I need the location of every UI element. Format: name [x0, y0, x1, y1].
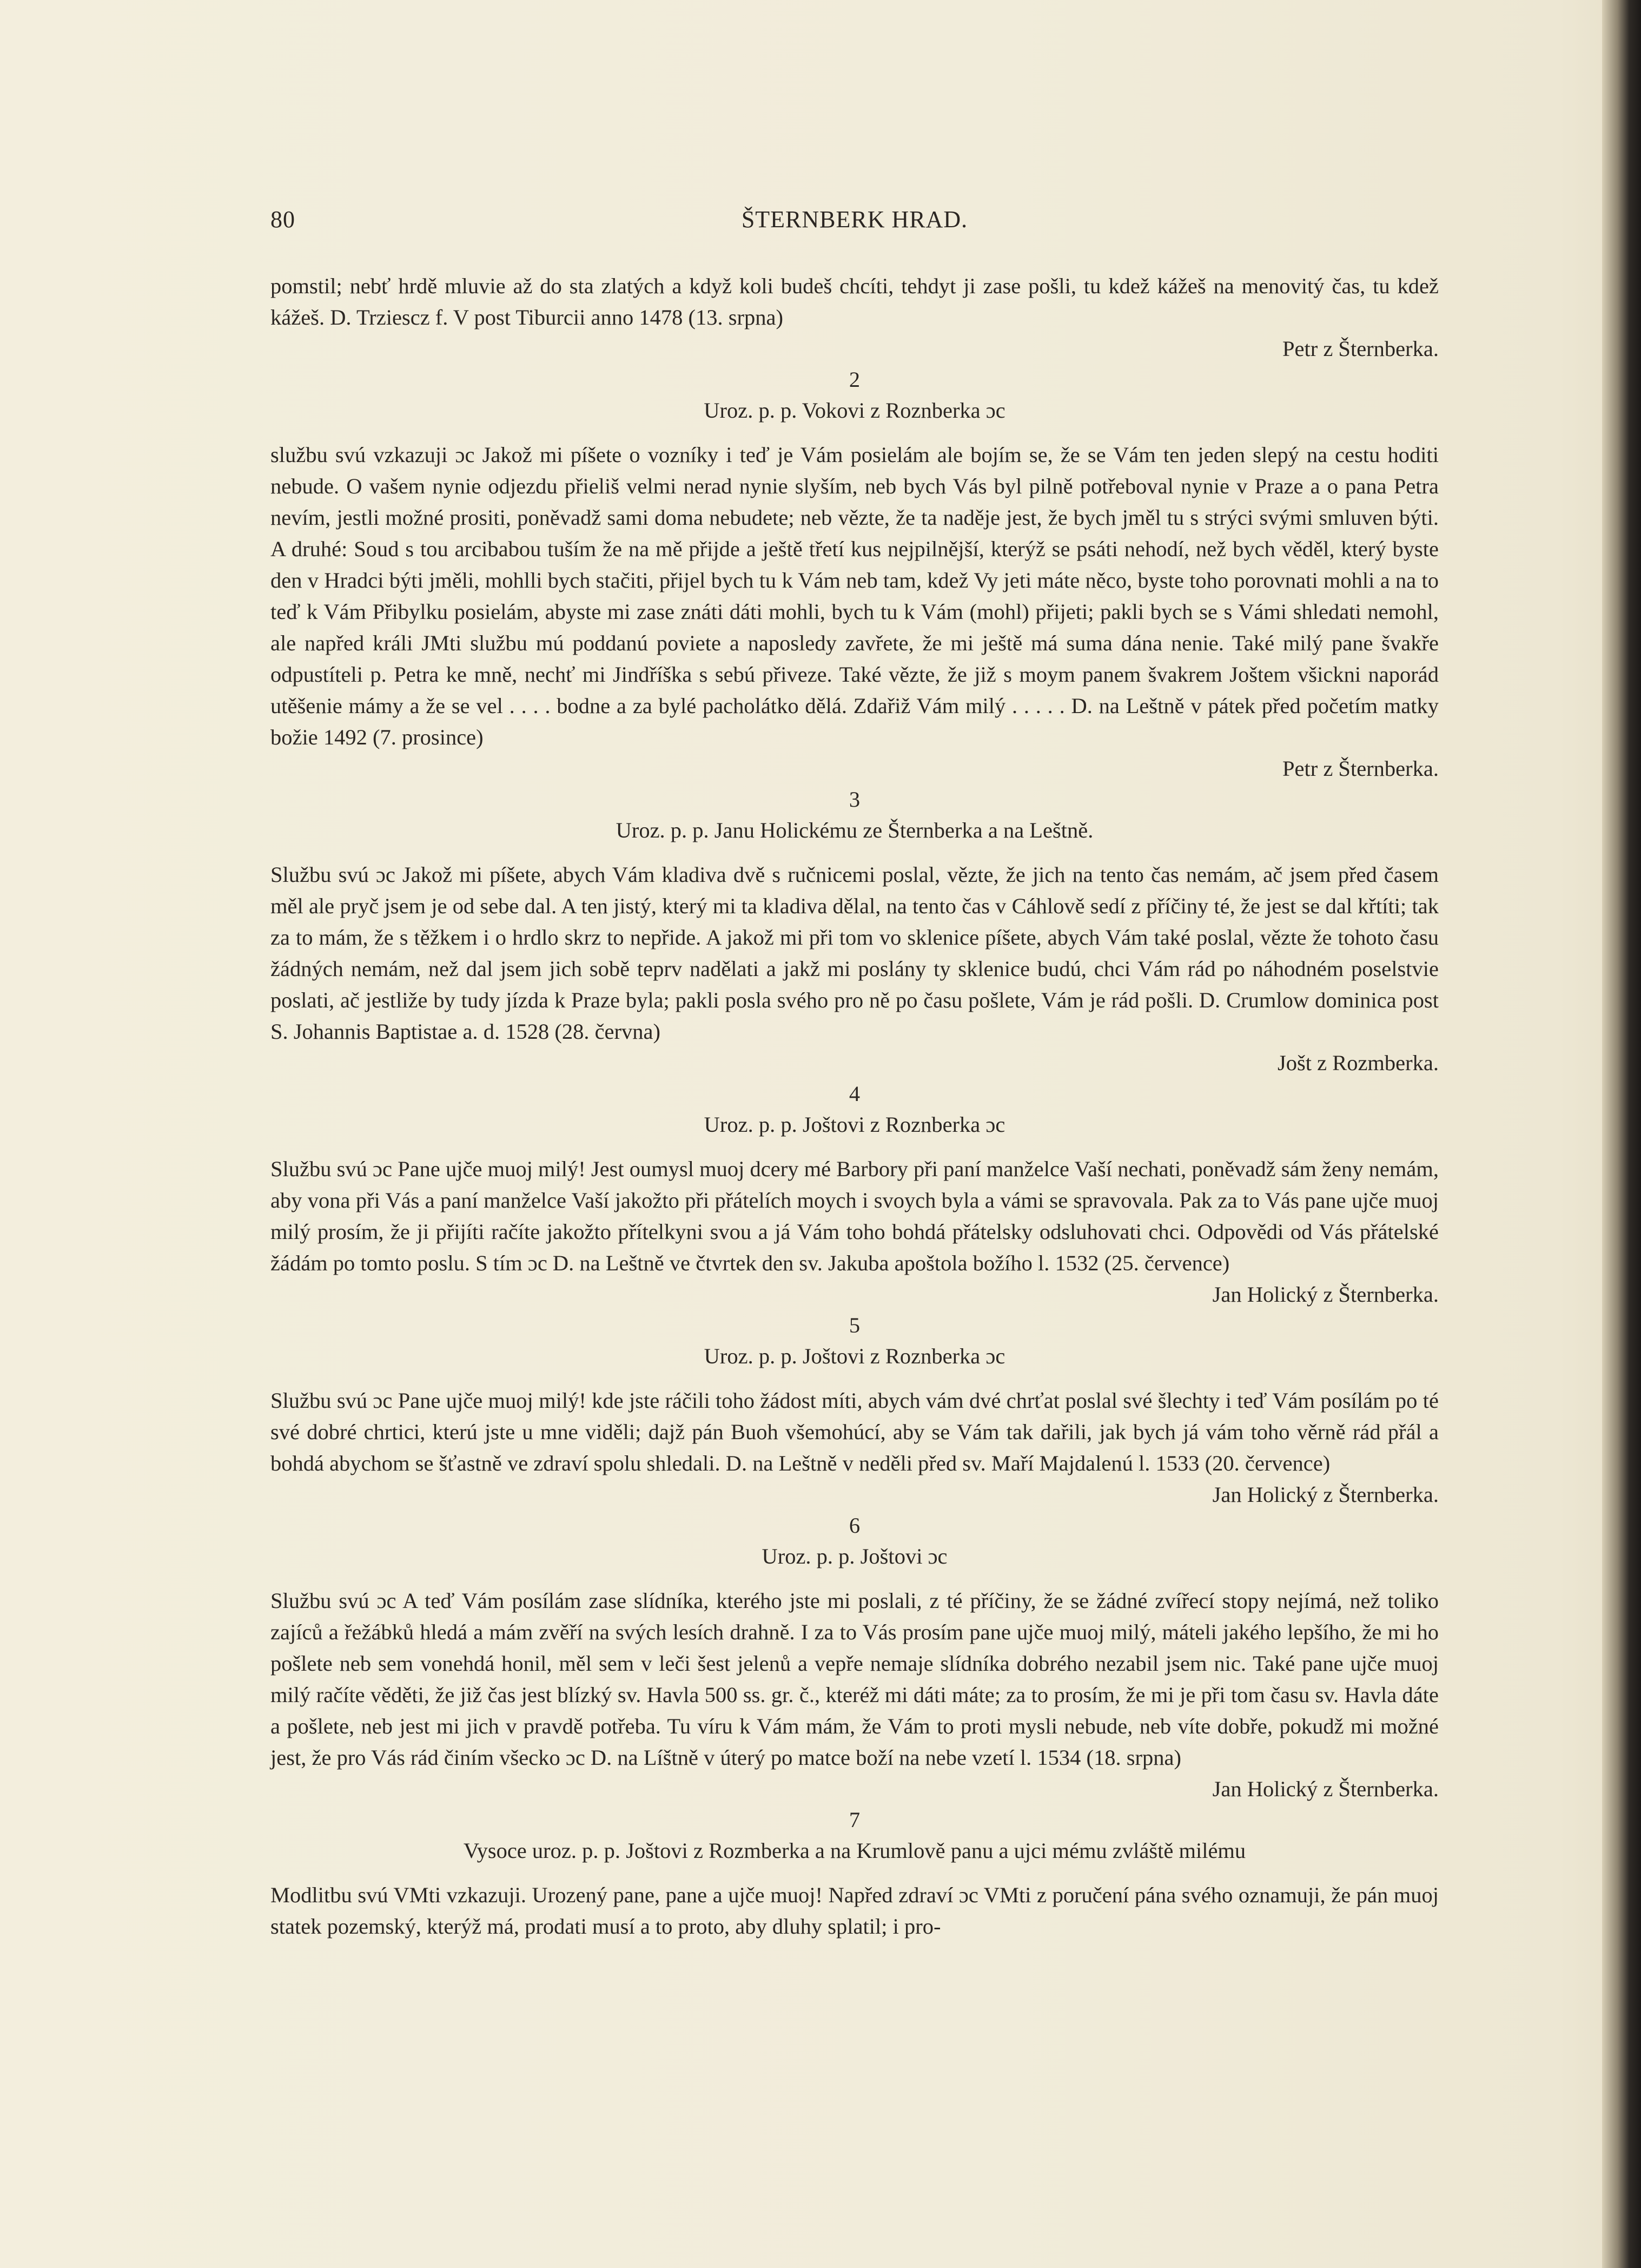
- book-spine-shadow: [1602, 0, 1641, 2268]
- letter-1-signature: Petr z Šternberka.: [1282, 337, 1439, 361]
- letter-3-body: Službu svú ɔc Jakož mi píšete, abych Vám kladiva dvě s ručnicemi poslal, vězte, že jich na tento čas nemám, ač jsem před časem měl ale pryč jsem je od sebe dal. A ten jistý, který mi ta kladiva dělal, na tento čas v Cáhlově sedí z příčiny té, že jest se dal křtíti; tak za to mám, že s těžkem i o hrdlo skrz to nepřide. A jakož mi při tom vo sklenice píšete, abych Vám také poslal, vězte že tohoto času žádných nemám, než dal jsem jich sobě teprv nadělati a jakž mi poslány ty sklenice budú, chci Vám rád po náhodném poselstvie poslati, ač jestliže by tudy jízda k Praze byla; pakli posla svého pro ně po času pošlete, Vám je rád pošli. D. Crumlow dominica post S. Johannis Baptistae a. d. 1528 (28. června): [270, 862, 1439, 1044]
- letter-3-signature: Jošt z Rozmberka.: [1277, 1051, 1439, 1075]
- letter-4-address: Uroz. p. p. Joštovi z Roznberka ɔc: [704, 1112, 1005, 1137]
- letter-4-number: 4: [849, 1082, 861, 1106]
- letter-5-number: 5: [849, 1313, 861, 1337]
- letter-5-signature: Jan Holický z Šternberka.: [1212, 1482, 1439, 1507]
- letter-5-body: Službu svú ɔc Pane ujče muoj milý! kde jste ráčili toho žádost míti, abych vám dvé chrťat poslal své šlechty i teď Vám posílám po té své dobré chrtici, kterú jste u mne viděli; dajž pán Buoh všemohúcí, aby se Vám tak dařili, jak bych já vám toho věrně rád přál a bohdá abychom se šťastně ve zdraví spolu shledali. D. na Leštně v neděli před sv. Maří Majdalenú l. 1533 (20. července): [270, 1388, 1439, 1475]
- letter-7-address: Vysoce uroz. p. p. Joštovi z Rozmberka a na Krumlově panu a ujci mému zvláště milému: [463, 1838, 1246, 1863]
- letter-2-body: službu svú vzkazuji ɔc Jakož mi píšete o vozníky i teď je Vám posielám ale bojím se, že se Vám ten jeden slepý na cestu hoditi nebude. O vašem nynie odjezdu přieliš velmi nerad nynie slyším, neb bych Vás byl pilně potřeboval nynie v Praze a o pana Petra nevím, jestli možné prositi, poněvadž sami doma nebudete; neb vězte, že ta naděje jest, že bych jměl tu s strýci svými smluven býti. A druhé: Soud s tou arcibabou tuším že na mě přijde a ještě třetí kus nejpilnější, kterýž se psáti nehodí, než bych věděl, který byste den v Hradci býti jměli, mohlli bych stačiti, přijel bych tu k Vám neb tam, kdež Vy jeti máte něco, byste toho porovnati mohli a na to teď k Vám Přibylku posielám, abyste mi zase znáti dáti mohli, bych tu k Vám (mohl) přijeti; pakli bych se s Vámi shledati nemohl, ale napřed králi JMti službu mú poddanú poviete a naposledy zavřete, že mi ještě má suma dána nenie. Také milý pane švakře odpustíteli p. Petra ke mně, nechť mi Jindříška s sebú přiveze. Také vězte, že již s moym panem švakrem Joštem všickni naporád utěšenie mámy a že se vel . . . . bodne a za bylé pacholátko dělá. Zdařiž Vám milý . . . . . D. na Leštně v pátek před početím matky božie 1492 (7. prosince): [270, 443, 1439, 749]
- letter-5-address: Uroz. p. p. Joštovi z Roznberka ɔc: [704, 1344, 1005, 1368]
- page-number: 80: [270, 206, 295, 233]
- letter-4-signature: Jan Holický z Šternberka.: [1212, 1282, 1439, 1307]
- letter-7-number: 7: [849, 1808, 861, 1832]
- running-head: [270, 206, 1439, 243]
- letter-1-body: pomstil; nebť hrdě mluvie až do sta zlatých a když koli budeš chcíti, tehdyt ji zase pošli, tu kdež kážeš na menovitý čas, tu kdež kážeš. D. Trziescz f. V post Tiburcii anno 1478 (13. srpna): [270, 274, 1439, 329]
- letter-3-number: 3: [849, 787, 861, 812]
- page-title: ŠTERNBERK HRAD.: [741, 206, 968, 233]
- letter-4-body: Službu svú ɔc Pane ujče muoj milý! Jest oumysl muoj dcery mé Barbory při paní manželce Vaší nechati, poněvadž sám ženy nemám, aby vona při Vás a paní manželce Vaší jakožto při přátelích moych i svoych byla a vámi se spravovala. Pak za to Vás pane ujče muoj milý prosím, že ji přijíti račíte jakožto přítelkyni svou a já Vám toho bohdá přátelsky odsluhovati chci. Odpovědi od Vás přátelské žádám po tomto poslu. S tím ɔc D. na Leštně ve čtvrtek den sv. Jakuba apoštola božího l. 1532 (25. července): [270, 1157, 1439, 1275]
- letter-2-number: 2: [849, 367, 861, 392]
- letter-2-signature: Petr z Šternberka.: [1282, 756, 1439, 781]
- letter-6-number: 6: [849, 1513, 861, 1538]
- letter-6-signature: Jan Holický z Šternberka.: [1212, 1777, 1439, 1801]
- letter-6-body: Službu svú ɔc A teď Vám posílám zase slídníka, kterého jste mi poslali, z té příčiny, že se žádné zvířecí stopy nejímá, než toliko zajíců a řežábků hledá a mám zvěří na svých lesích drahně. I za to Vás prosím pane ujče muoj milý, máteli jakého lepšího, že mi ho pošlete neb sem vonehdá honil, měl sem v leči šest jelenů a vepře nemaje slídníka dobrého nezabil jsem nic. Také pane ujče muoj milý račíte věděti, že již čas jest blízký sv. Havla 500 ss. gr. č., kteréž mi dáti máte; za to prosím, že mi je při tom času sv. Havla dáte a pošlete, neb jest mi jich v pravdě potřeba. Tu víru k Vám mám, že Vám to proti mysli nebude, neb víte dobře, pokudž mi možné jest, že pro Vás rád činím všecko ɔc D. na Líštně v úterý po matce boží na nebe vzetí l. 1534 (18. srpna): [270, 1588, 1439, 1770]
- letter-2-address: Uroz. p. p. Vokovi z Roznberka ɔc: [704, 398, 1005, 423]
- letter-6-address: Uroz. p. p. Joštovi ɔc: [762, 1544, 948, 1568]
- letter-3-address: Uroz. p. p. Janu Holickému ze Šternberka a na Leštně.: [616, 818, 1094, 842]
- page-content: [270, 206, 1439, 1942]
- letter-7-body: Modlitbu svú VMti vzkazuji. Urozený pane, pane a ujče muoj! Napřed zdraví ɔc VMti z poručení pána svého oznamuji, že pán muoj statek pozemský, kterýž má, prodati musí a to proto, aby dluhy splatil; i pro-: [270, 1883, 1439, 1939]
- spacer: [270, 243, 1439, 271]
